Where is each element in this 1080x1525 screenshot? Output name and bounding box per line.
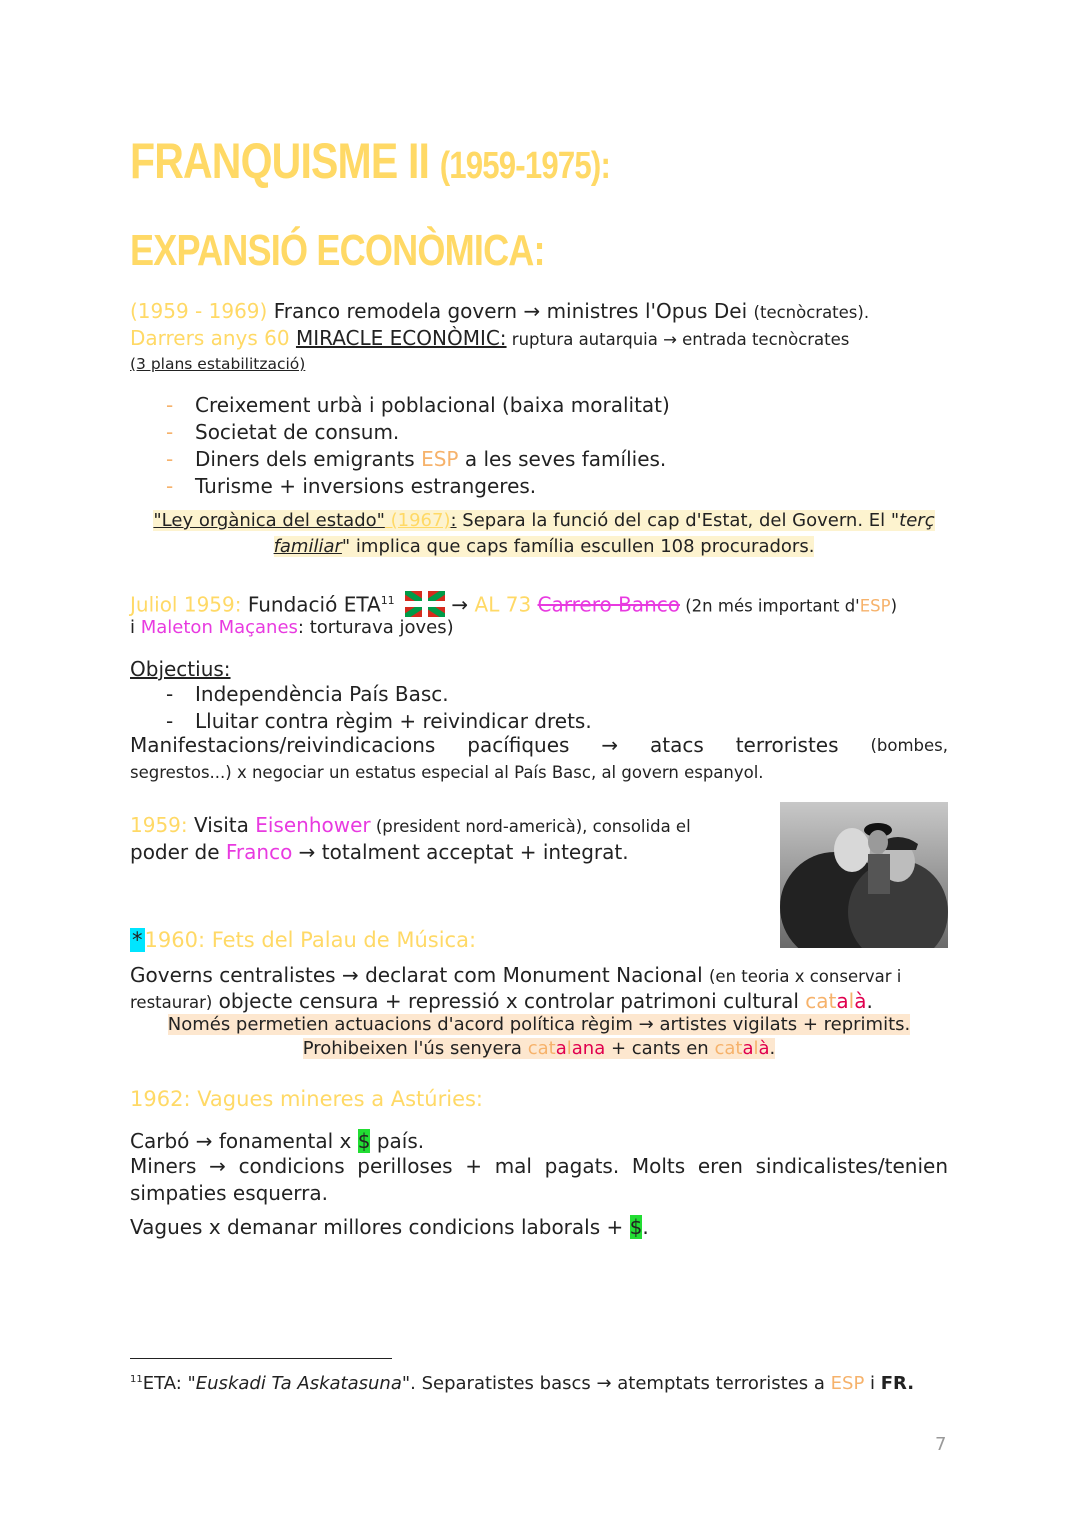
list-item: - Independència País Basc. — [130, 681, 592, 708]
text: objecte censura + repressió x controlar patrimoni cultural — [212, 989, 806, 1013]
word: Manifestacions/reivindicacions — [130, 733, 436, 757]
text: i — [130, 617, 141, 638]
ley-colon: : — [450, 510, 457, 531]
page-number: 7 — [935, 1434, 947, 1455]
footnote — [130, 1368, 914, 1396]
palau-line-4 — [130, 1037, 948, 1061]
star-marker: * — [132, 928, 143, 952]
letter: l — [566, 1038, 572, 1059]
familiar: familiar — [273, 536, 342, 557]
franco-name: Franco — [225, 840, 293, 864]
list-item: - Societat de consum. — [130, 419, 670, 446]
word: terroristes — [735, 733, 839, 757]
text: Carbó → fonamental x — [130, 1129, 358, 1153]
palau-title: 1960: Fets del Palau de Música: — [144, 928, 477, 952]
palau-line-2 — [130, 988, 873, 1016]
letter: a — [724, 1038, 736, 1059]
letter: c — [527, 1038, 538, 1059]
ikurrina-flag-icon — [405, 591, 445, 617]
asturies-line-4 — [130, 1214, 649, 1241]
palau-line-1 — [130, 962, 901, 990]
esp-abbr: ESP — [830, 1373, 865, 1394]
intro-small: (tecnòcrates). — [753, 303, 870, 322]
text: + cants en — [605, 1038, 715, 1059]
bullet-list — [130, 392, 670, 500]
text: ETA: — [142, 1373, 188, 1394]
list-item: - Lluitar contra règim + reivindicar drets. — [130, 708, 592, 735]
page-title — [130, 132, 610, 190]
letter: t — [828, 989, 837, 1013]
ley-year: (1967) — [384, 510, 451, 531]
eisenhower-line-1 — [130, 812, 691, 840]
text: Governs centralistes → declarat com Monument Nacional — [130, 963, 709, 987]
ley-organica-block — [144, 508, 944, 560]
text: . — [769, 1038, 776, 1059]
text: . Separatistes bascs → atemptats terroristes a — [410, 1373, 831, 1394]
text: Només permetien actuacions d'acord política règim → artistes vigilats + reprimits. — [167, 1014, 911, 1035]
ruptura-text: ruptura autarquia → entrada tecnòcrates — [506, 330, 850, 349]
objectius-paragraph-line-2 — [130, 758, 764, 786]
intro-text: Franco remodela govern → ministres l'Opus Dei — [267, 299, 754, 323]
ley-text-2: " implica que caps família escullen 108 procuradors. — [341, 536, 815, 557]
letter: c — [714, 1038, 725, 1059]
objectius-paragraph-line-1 — [130, 732, 948, 759]
letter: a — [836, 989, 849, 1013]
ley-quote: "Ley orgànica del estado" — [153, 510, 385, 531]
intro-line-1 — [130, 298, 869, 326]
esp-abbr: ESP — [421, 447, 459, 471]
asturies-line-2: Miners → condicions perilloses + mal pagats. Molts eren sindicalistes/tenien — [130, 1154, 948, 1178]
letter: a — [594, 1038, 606, 1059]
word: (bombes, — [870, 736, 948, 755]
miracle-economic: MIRACLE ECONÒMIC: — [295, 326, 507, 350]
letter: l — [848, 989, 855, 1013]
letter: à — [758, 1038, 770, 1059]
eta-meaning: "Euskadi Ta Askatasuna" — [187, 1373, 411, 1394]
dollar-sign: $ — [357, 1129, 371, 1153]
text: país. — [370, 1129, 425, 1153]
dollar-sign: $ — [629, 1215, 643, 1239]
letter: l — [753, 1038, 759, 1059]
terc: terç — [899, 510, 935, 531]
eta-line-2 — [130, 614, 454, 641]
palau-line-3 — [130, 1013, 948, 1037]
text: : torturava joves) — [297, 617, 454, 638]
text: i — [864, 1373, 881, 1394]
intro-years: (1959 - 1969) — [130, 299, 268, 323]
footnote-number: 11 — [130, 1374, 143, 1385]
text: → totalment acceptat + integrat. — [292, 840, 629, 864]
letter: c — [805, 989, 817, 1013]
letter: t — [735, 1038, 743, 1059]
list-item: - Creixement urbà i poblacional (baixa moralitat) — [130, 392, 670, 419]
letter: a — [571, 1038, 583, 1059]
letter: a — [537, 1038, 549, 1059]
ley-text: Separa la funció del cap d'Estat, del Govern. El " — [456, 510, 900, 531]
objectius-heading: Objectius: — [130, 657, 231, 681]
text: . — [866, 989, 873, 1013]
text: restaurar) — [130, 993, 213, 1012]
objectius-list — [130, 681, 592, 735]
palau-heading — [130, 927, 476, 954]
carrero-banco: Carrero Banco — [537, 592, 680, 617]
fr-abbr: FR. — [880, 1373, 915, 1394]
page-title-years: (1959-1975): — [439, 145, 611, 187]
year: 1959: — [130, 813, 188, 837]
text: a les seves famílies. — [458, 447, 667, 471]
text: (president nord-americà), consolida el — [370, 817, 691, 836]
paren: ) — [890, 596, 898, 616]
arrow: → — [601, 733, 619, 757]
eta-text: Fundació ETA — [241, 592, 381, 617]
text: Prohibeixen l'ús senyera — [302, 1038, 528, 1059]
footnote-ref: 11 — [380, 594, 395, 607]
text: segrestos...) x negociar un estatus especial al País Basc, al govern espanyol. — [130, 763, 764, 782]
eisenhower-name: Eisenhower — [255, 813, 371, 837]
footnote-divider — [130, 1358, 392, 1359]
word: pacífiques — [467, 733, 570, 757]
letter: à — [854, 989, 867, 1013]
eisenhower-franco-photo — [780, 802, 948, 948]
arrow: → — [445, 592, 475, 617]
letter: n — [582, 1038, 595, 1059]
text: poder de — [130, 840, 226, 864]
text: . — [642, 1215, 649, 1239]
intro-line-2 — [130, 325, 849, 353]
list-item — [130, 446, 670, 473]
maleton-macanes: Maleton Maçanes — [140, 617, 298, 638]
text: (en teoria x conservar i — [708, 967, 902, 986]
asturies-heading: 1962: Vagues mineres a Astúries: — [130, 1087, 484, 1111]
letter: a — [555, 1038, 567, 1059]
darrers-anys: Darrers anys 60 — [130, 326, 296, 350]
plans-estabilitzacio: (3 plans estabilització) — [130, 355, 306, 373]
text: Diners dels emigrants — [195, 447, 422, 471]
asturies-line-3: simpaties esquerra. — [130, 1181, 328, 1205]
text: Visita — [187, 813, 256, 837]
letter: a — [742, 1038, 754, 1059]
al-73: AL 73 — [474, 592, 538, 617]
text: Vagues x demanar millores condicions laborals + — [130, 1215, 630, 1239]
letter: a — [816, 989, 829, 1013]
list-item: - Turisme + inversions estrangeres. — [130, 473, 670, 500]
page-title-main: FRANQUISME II — [130, 133, 430, 189]
eta-date: Juliol 1959: — [130, 592, 242, 617]
asturies-line-1 — [130, 1128, 424, 1155]
word: atacs — [650, 733, 704, 757]
esp-abbr: ESP — [859, 596, 891, 616]
letter: t — [548, 1038, 556, 1059]
intro-line-3 — [130, 354, 305, 374]
eta-after: (2n més important d' — [679, 596, 860, 616]
eisenhower-line-2 — [130, 839, 629, 866]
section-title: EXPANSIÓ ECONÒMICA: — [130, 226, 545, 275]
